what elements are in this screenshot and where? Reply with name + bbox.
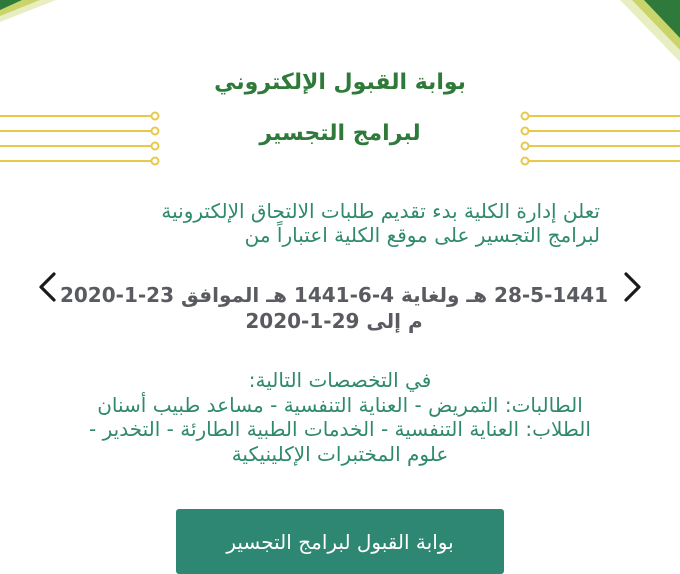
- previous-slide-button[interactable]: [36, 270, 60, 304]
- announcement-text: [100, 199, 600, 247]
- specialties-female: الطالبات: التمريض - العناية التنفسية - مساعد طبيب أسنان: [97, 392, 583, 417]
- specialties-heading: في التخصصات التالية:: [248, 368, 432, 392]
- next-slide-button[interactable]: [620, 270, 644, 304]
- admission-portal-button[interactable]: [176, 509, 504, 574]
- dates-line-2: م إلى 29-1-2020: [245, 309, 423, 333]
- chevron-left-icon: [36, 270, 60, 304]
- dates-line-1: 28-5-1441 هـ ولغاية 4-6-1441 هـ الموافق 23-1-2020: [59, 283, 609, 307]
- specialties-male-line-2: علوم المختبرات الإكلينيكية: [231, 441, 449, 466]
- corner-decoration-right: [606, 0, 680, 62]
- chevron-right-icon: [620, 270, 644, 304]
- corner-decoration-left: [0, 0, 60, 30]
- page-subtitle: لبرامج التجسير: [259, 121, 421, 146]
- specialties-male-line-1: الطلاب: العناية التنفسية - الخدمات الطبية الطارئة - التخدير -: [89, 417, 591, 441]
- announcement-line-1: تعلن إدارة الكلية بدء تقديم طلبات الالتحاق الإلكترونية: [161, 199, 600, 223]
- page-title: بوابة القبول الإلكتروني: [214, 70, 466, 95]
- announcement-line-2: لبرامج التجسير على موقع الكلية اعتباراً من: [244, 223, 600, 247]
- specialties-list: [60, 368, 620, 466]
- admission-portal-button-label: بوابة القبول لبرامج التجسير: [226, 529, 454, 554]
- application-dates: [56, 282, 612, 334]
